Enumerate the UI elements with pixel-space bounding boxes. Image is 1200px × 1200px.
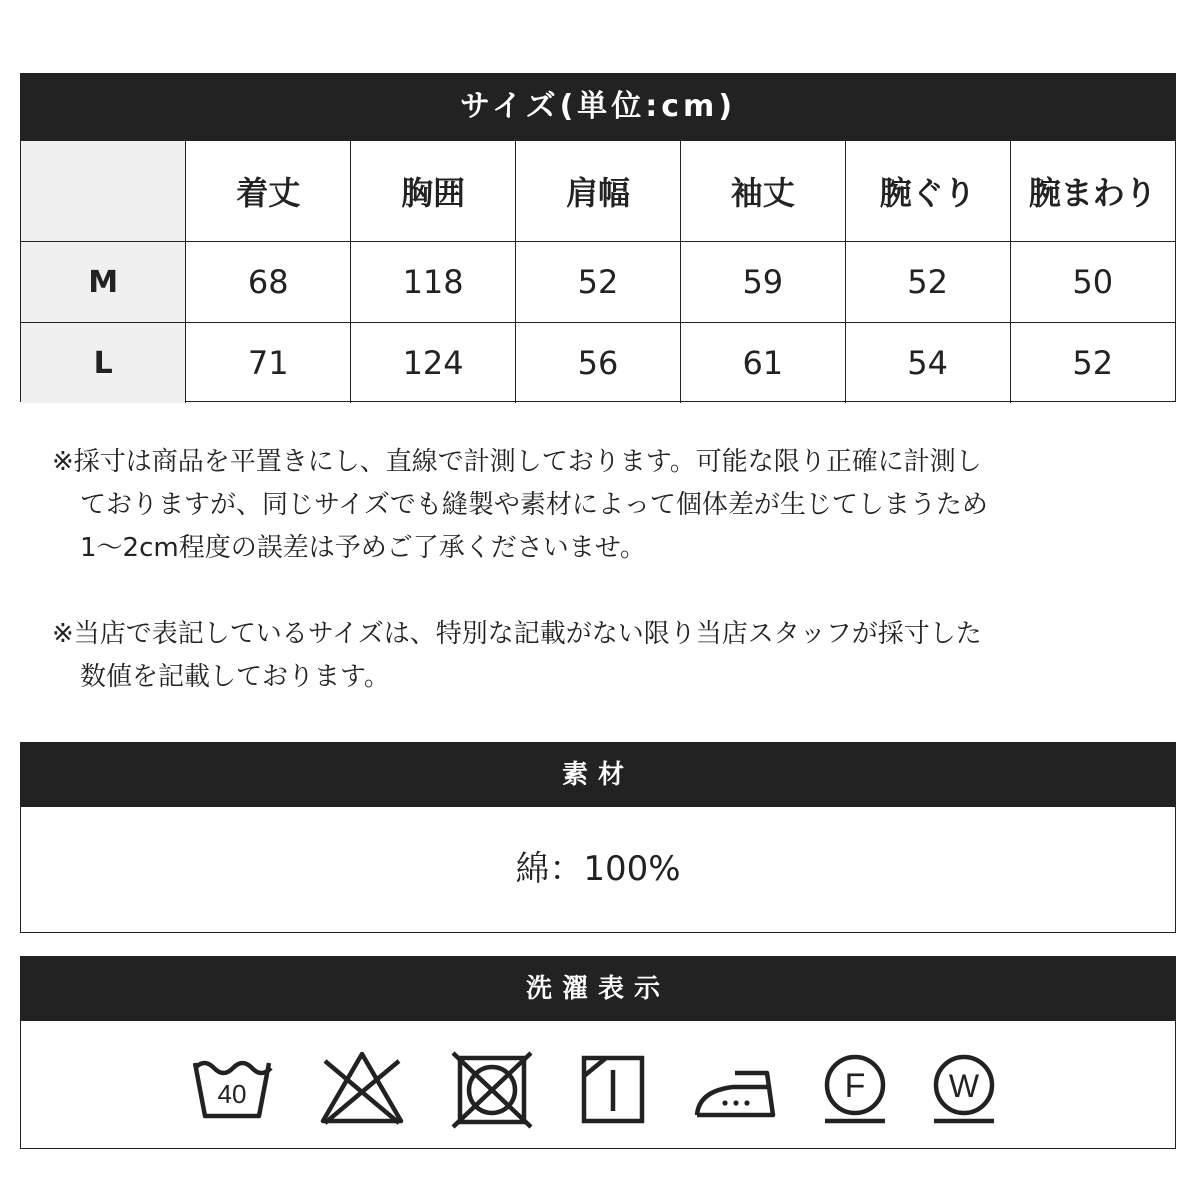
wash-40-icon [187, 1021, 277, 1148]
no-tumble-dry-icon [451, 1021, 541, 1148]
table-row [21, 323, 1175, 404]
table-cell: 71 [186, 323, 351, 404]
care-icons [21, 1021, 1175, 1148]
header-cell-length: 着丈 [186, 141, 351, 242]
table-cell: 124 [351, 323, 516, 404]
material-section [20, 742, 1176, 933]
care-title: 洗濯表示 [21, 957, 1175, 1021]
table-row [21, 242, 1175, 323]
note-line: ておりますが、同じサイズでも縫製や素材によって個体差が生じてしまうため [80, 490, 988, 520]
dry-clean-f-icon [817, 1021, 897, 1148]
measurement-note [52, 441, 1152, 570]
table-cell: 68 [186, 242, 351, 323]
row-label-m: M [21, 242, 186, 323]
table-cell: 61 [680, 323, 845, 404]
header-cell-chest: 胸囲 [351, 141, 516, 242]
row-label-l: L [21, 323, 186, 404]
note-line: 1～2cm程度の誤差は予めご了承くださいませ。 [80, 533, 646, 563]
header-cell-shoulder: 肩幅 [516, 141, 681, 242]
material-text: 綿：100% [515, 849, 681, 889]
table-cell: 52 [1010, 323, 1175, 404]
size-notation-note [52, 613, 1152, 699]
no-bleach-icon [317, 1021, 407, 1148]
material-title: 素材 [21, 743, 1175, 807]
dry-clean-letter: F [844, 1067, 866, 1105]
table-cell: 52 [516, 242, 681, 323]
iron-medium-icon [693, 1021, 793, 1148]
table-cell: 56 [516, 323, 681, 404]
wet-clean-letter: W [948, 1068, 980, 1104]
table-cell: 52 [845, 242, 1010, 323]
header-cell-sleeve: 袖丈 [680, 141, 845, 242]
size-table-corner-cell [21, 141, 186, 242]
table-cell: 54 [845, 323, 1010, 404]
table-cell: 118 [351, 242, 516, 323]
note-line: ※採寸は商品を平置きにし、直線で計測しております。可能な限り正確に計測し [52, 447, 982, 477]
table-cell: 50 [1010, 242, 1175, 323]
header-cell-armhole: 腕ぐり [845, 141, 1010, 242]
care-label-section [20, 956, 1176, 1149]
size-table [21, 140, 1175, 403]
drip-dry-shade-icon [579, 1021, 669, 1148]
wash-temperature-label: 40 [217, 1079, 247, 1109]
note-line: 数値を記載しております。 [80, 662, 390, 692]
table-cell: 59 [680, 242, 845, 323]
size-table-header-row [21, 141, 1175, 242]
size-table-title: サイズ(単位:cm) [21, 74, 1175, 140]
note-line: ※当店で表記しているサイズは、特別な記載がない限り当店スタッフが採寸した [52, 619, 982, 649]
wet-clean-w-icon [926, 1021, 1006, 1148]
size-table-section [20, 73, 1176, 402]
header-cell-arm-circumference: 腕まわり [1010, 141, 1175, 242]
